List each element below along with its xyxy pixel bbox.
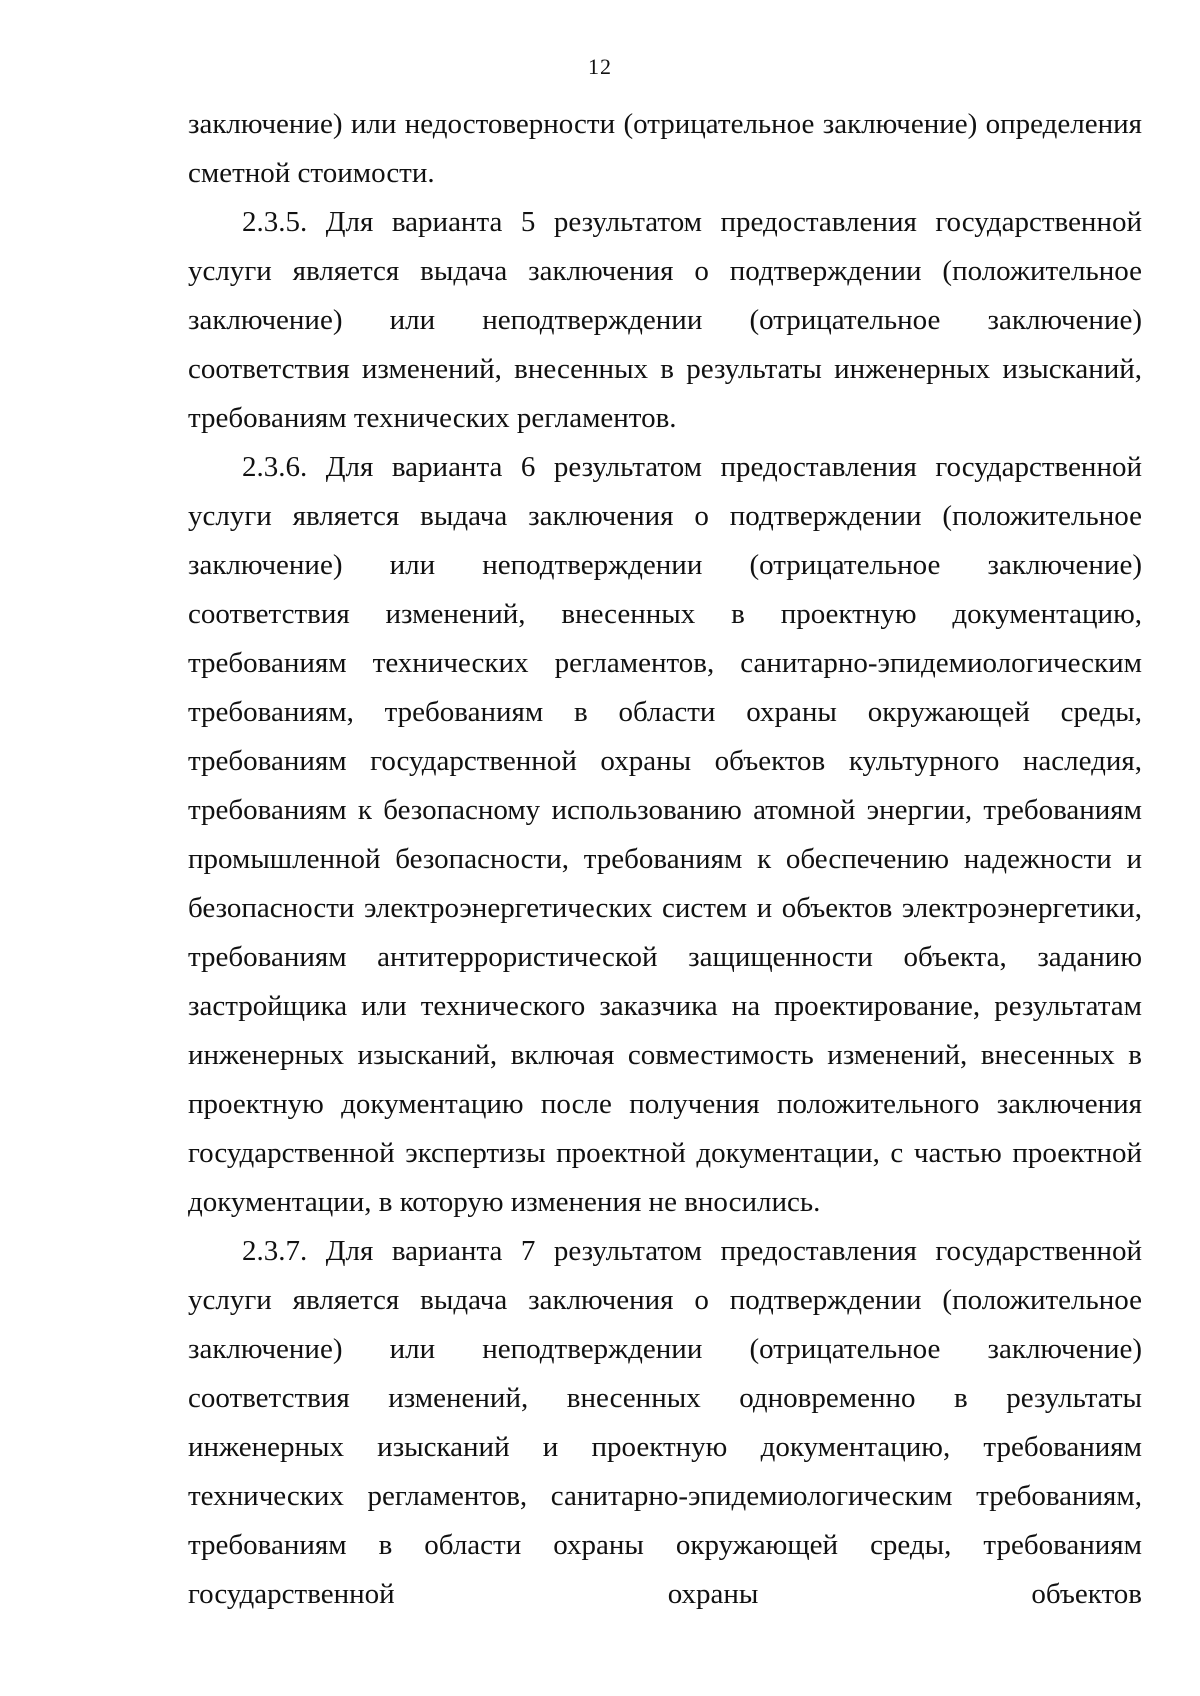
page-number: 12 <box>588 54 612 79</box>
paragraph-2-3-5: 2.3.5. Для варианта 5 результатом предоставления государственной услуги является выдача заключения о подтверждении (положительное заключение) или неподтверждении (отрицательное заключение) соответствия изменений, внесенных в результаты инженерных изысканий, требованиям технических регламентов. <box>188 206 1142 434</box>
paragraph-2-3-6: 2.3.6. Для варианта 6 результатом предоставления государственной услуги является выдача заключения о подтверждении (положительное заключение) или неподтверждении (отрицательное заключение) соответствия изменений, внесенных в проектную документацию, требованиям технических регламентов, санитарно-эпидемиологическим требованиям, требованиям в области охраны окружающей среды, требованиям государственной охраны объектов культурного наследия, требованиям к безопасному использованию атомной энергии, требованиям промышленной безопасности, требованиям к обеспечению надежности и безопасности электроэнергетических систем и объектов электроэнергетики, требованиям антитеррористической защищенности объекта, заданию застройщика или технического заказчика на проектирование, результатам инженерных изысканий, включая совместимость изменений, внесенных в проектную документацию после получения положительного заключения государственной экспертизы проектной документации, с частью проектной документации, в которую изменения не вносились. <box>188 451 1142 1218</box>
paragraph-2-3-7: 2.3.7. Для варианта 7 результатом предоставления государственной услуги является выдача заключения о подтверждении (положительное заключение) или неподтверждении (отрицательное заключение) соответствия изменений, внесенных одновременно в результаты инженерных изысканий и проектную документацию, требованиям технических регламентов, санитарно-эпидемиологическим требованиям, требованиям в области охраны окружающей среды, требованиям государственной охраны объектов <box>188 1235 1142 1610</box>
paragraph-continuation: заключение) или недостоверности (отрицательное заключение) определения сметной стоимости. <box>188 108 1142 189</box>
document-body <box>188 100 1142 1619</box>
